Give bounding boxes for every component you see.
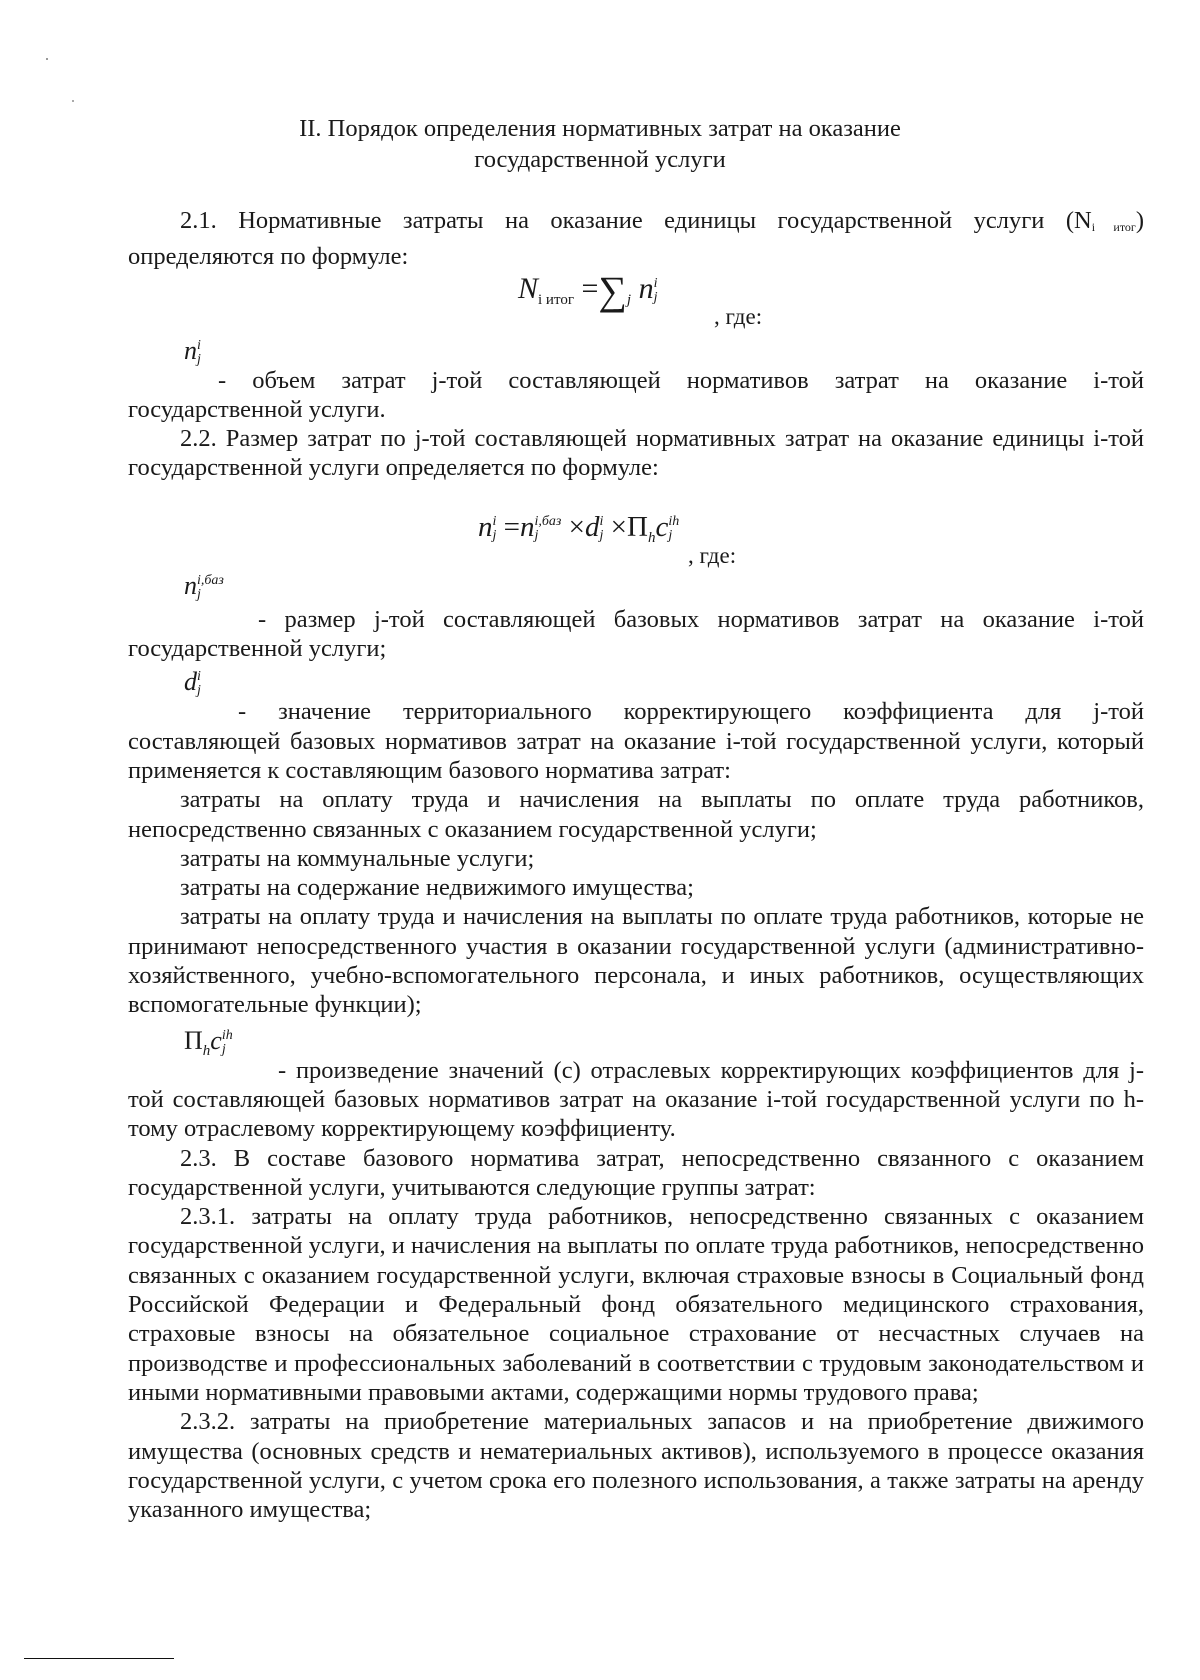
formula2-where: , где: — [688, 542, 737, 568]
formula1-n-sub: j — [653, 289, 658, 305]
formula2-n-sub: j — [492, 528, 497, 544]
section-title-line2: государственной услуги — [474, 146, 726, 173]
paragraph-2-1-subscript: i итог — [1091, 220, 1136, 234]
symbol-c-sub: j — [221, 1041, 226, 1057]
definition-n: - объем затрат j-той составляющей нормативов затрат на оказание i-той государственной услуги. — [128, 366, 1144, 423]
symbol-d — [128, 667, 1144, 697]
symbol-nbaz-sup: i,баз — [197, 572, 224, 588]
paragraph-2-1-text: 2.1. Нормативные затраты на оказание единицы государственной услуги (N — [180, 207, 1092, 234]
symbol-nbaz-sub: j — [197, 586, 201, 602]
symbol-n-sub: j — [197, 351, 201, 367]
formula2-nbaz-sup: i,баз — [534, 514, 562, 530]
formula2-nbaz: n — [520, 510, 535, 543]
formula1-n-sup: i — [653, 275, 658, 291]
symbol-d-sub: j — [197, 683, 201, 699]
definition-d: - значение территориального корректирующего коэффициента для j-той составляющей базовых нормативов затрат на оказание i-той государственной услуги, который применяется к составляющим базового норматива затрат: — [128, 698, 1144, 784]
formula2-pi: Π — [627, 510, 648, 543]
definition-nbaz: - размер j-той составляющей базовых нормативов затрат на оказание i-той государственной услуги; — [128, 605, 1144, 663]
formula2-d: d — [585, 510, 600, 543]
paragraph-2-3-2: 2.3.2. затраты на приобретение материальных запасов и на приобретение движимого имущества (основных средств и нематериальных активов), используемого в процессе оказания государственной услуги, с учетом срока его полезного использования, а также затраты на аренду указанного имущества; — [128, 1408, 1144, 1524]
formula2-d-sup: i — [599, 514, 604, 530]
section-title — [0, 113, 1200, 175]
symbol-nbaz — [128, 571, 1144, 605]
formula2-c-sub: j — [668, 528, 673, 544]
formula1-equals: = — [581, 271, 599, 305]
formula2-n-sup: i — [492, 514, 497, 530]
symbol-pi: Π — [184, 1025, 203, 1055]
cost-list-item-4: затраты на оплату труда и начисления на выплаты по оплате труда работников, которые не принимают непосредственного участия в оказании государственной услуги (административно-хозяйственного, учебно-вспомогательного персонала, и иных работников, осуществляющих вспомогательные функции); — [128, 903, 1144, 1019]
symbol-c-sup: ih — [221, 1027, 233, 1043]
formula2-n: n — [478, 510, 493, 543]
symbol-d-sup: i — [197, 669, 201, 685]
symbol-pi-product — [128, 1025, 1144, 1059]
paragraph-2-3: 2.3. В составе базового норматива затрат, непосредственно связанного с оказанием государственной услуги, учитываются следующие группы затрат: — [128, 1144, 1144, 1201]
formula1-sigma: ∑ — [598, 267, 627, 313]
section-title-line1: II. Порядок определения нормативных затрат на оказание — [299, 115, 901, 142]
formula-total-cost — [128, 267, 1144, 338]
formula2-times1: × — [568, 510, 586, 543]
paragraph-2-1 — [128, 206, 1144, 272]
symbol-nbaz-letter: n — [184, 570, 197, 600]
paragraph-2-3-1: 2.3.1. затраты на оплату труда работников, непосредственно связанных с оказанием государственной услуги, и начисления на выплаты по оплате труда работников, непосредственно связанных с оказанием государственной услуги, включая страховые взносы в Социальный фонд Российской Федерации и Федеральный фонд обязательного медицинского страхования, страховые взносы на обязательное социальное страхование от несчастных случаев на производстве и профессиональных заболеваний в соответствии с трудовым законодательством и иными нормативными правовыми актами, содержащими нормы трудового права; — [128, 1203, 1144, 1406]
formula2-c: c — [655, 510, 669, 543]
formula-component-cost — [128, 483, 1144, 571]
symbol-c: c — [210, 1025, 222, 1055]
formula1-n: n — [638, 271, 654, 305]
formula2-times2: × — [610, 510, 628, 543]
symbol-d-letter: d — [184, 667, 197, 697]
formula2-c-sup: ih — [668, 514, 680, 530]
formula2-pi-sub: h — [647, 529, 656, 546]
paragraph-2-1-tail: ) определяются по формуле: — [128, 207, 1144, 271]
formula2-d-sub: j — [599, 528, 604, 544]
formula1-sigma-subscript: j — [626, 291, 632, 308]
formula1-lhs-subscript: i итог — [538, 291, 574, 308]
scan-speck — [72, 100, 74, 102]
symbol-pi-sub: h — [202, 1042, 211, 1059]
symbol-n-letter: n — [184, 335, 197, 365]
cost-list-item-3: затраты на содержание недвижимого имущества; — [180, 874, 694, 902]
scan-speck — [46, 58, 48, 60]
footnote-rule — [24, 1658, 174, 1659]
formula2-nbaz-sub: j — [534, 528, 539, 544]
definition-pi: - произведение значений (с) отраслевых корректирующих коэффициентов для j-той составляющей базовых нормативов затрат на оказание i-той государственной услуги по h-тому отраслевому корректирующему коэффициенту. — [128, 1056, 1144, 1143]
formula1-where: , где: — [714, 303, 763, 329]
cost-list-item-1: затраты на оплату труда и начисления на выплаты по оплате труда работников, непосредственно связанных с оказанием государственной услуги; — [128, 786, 1144, 843]
formula1-lhs: N — [518, 271, 539, 305]
formula2-equals: = — [503, 510, 520, 543]
document-body — [128, 206, 1144, 1524]
symbol-n-sup: i — [197, 337, 201, 353]
cost-list-item-2: затраты на коммунальные услуги; — [180, 844, 535, 872]
paragraph-2-2: 2.2. Размер затрат по j-той составляющей нормативных затрат на оказание единицы i-той государственной услуги определяется по формуле: — [128, 425, 1144, 482]
symbol-n — [128, 335, 1144, 367]
